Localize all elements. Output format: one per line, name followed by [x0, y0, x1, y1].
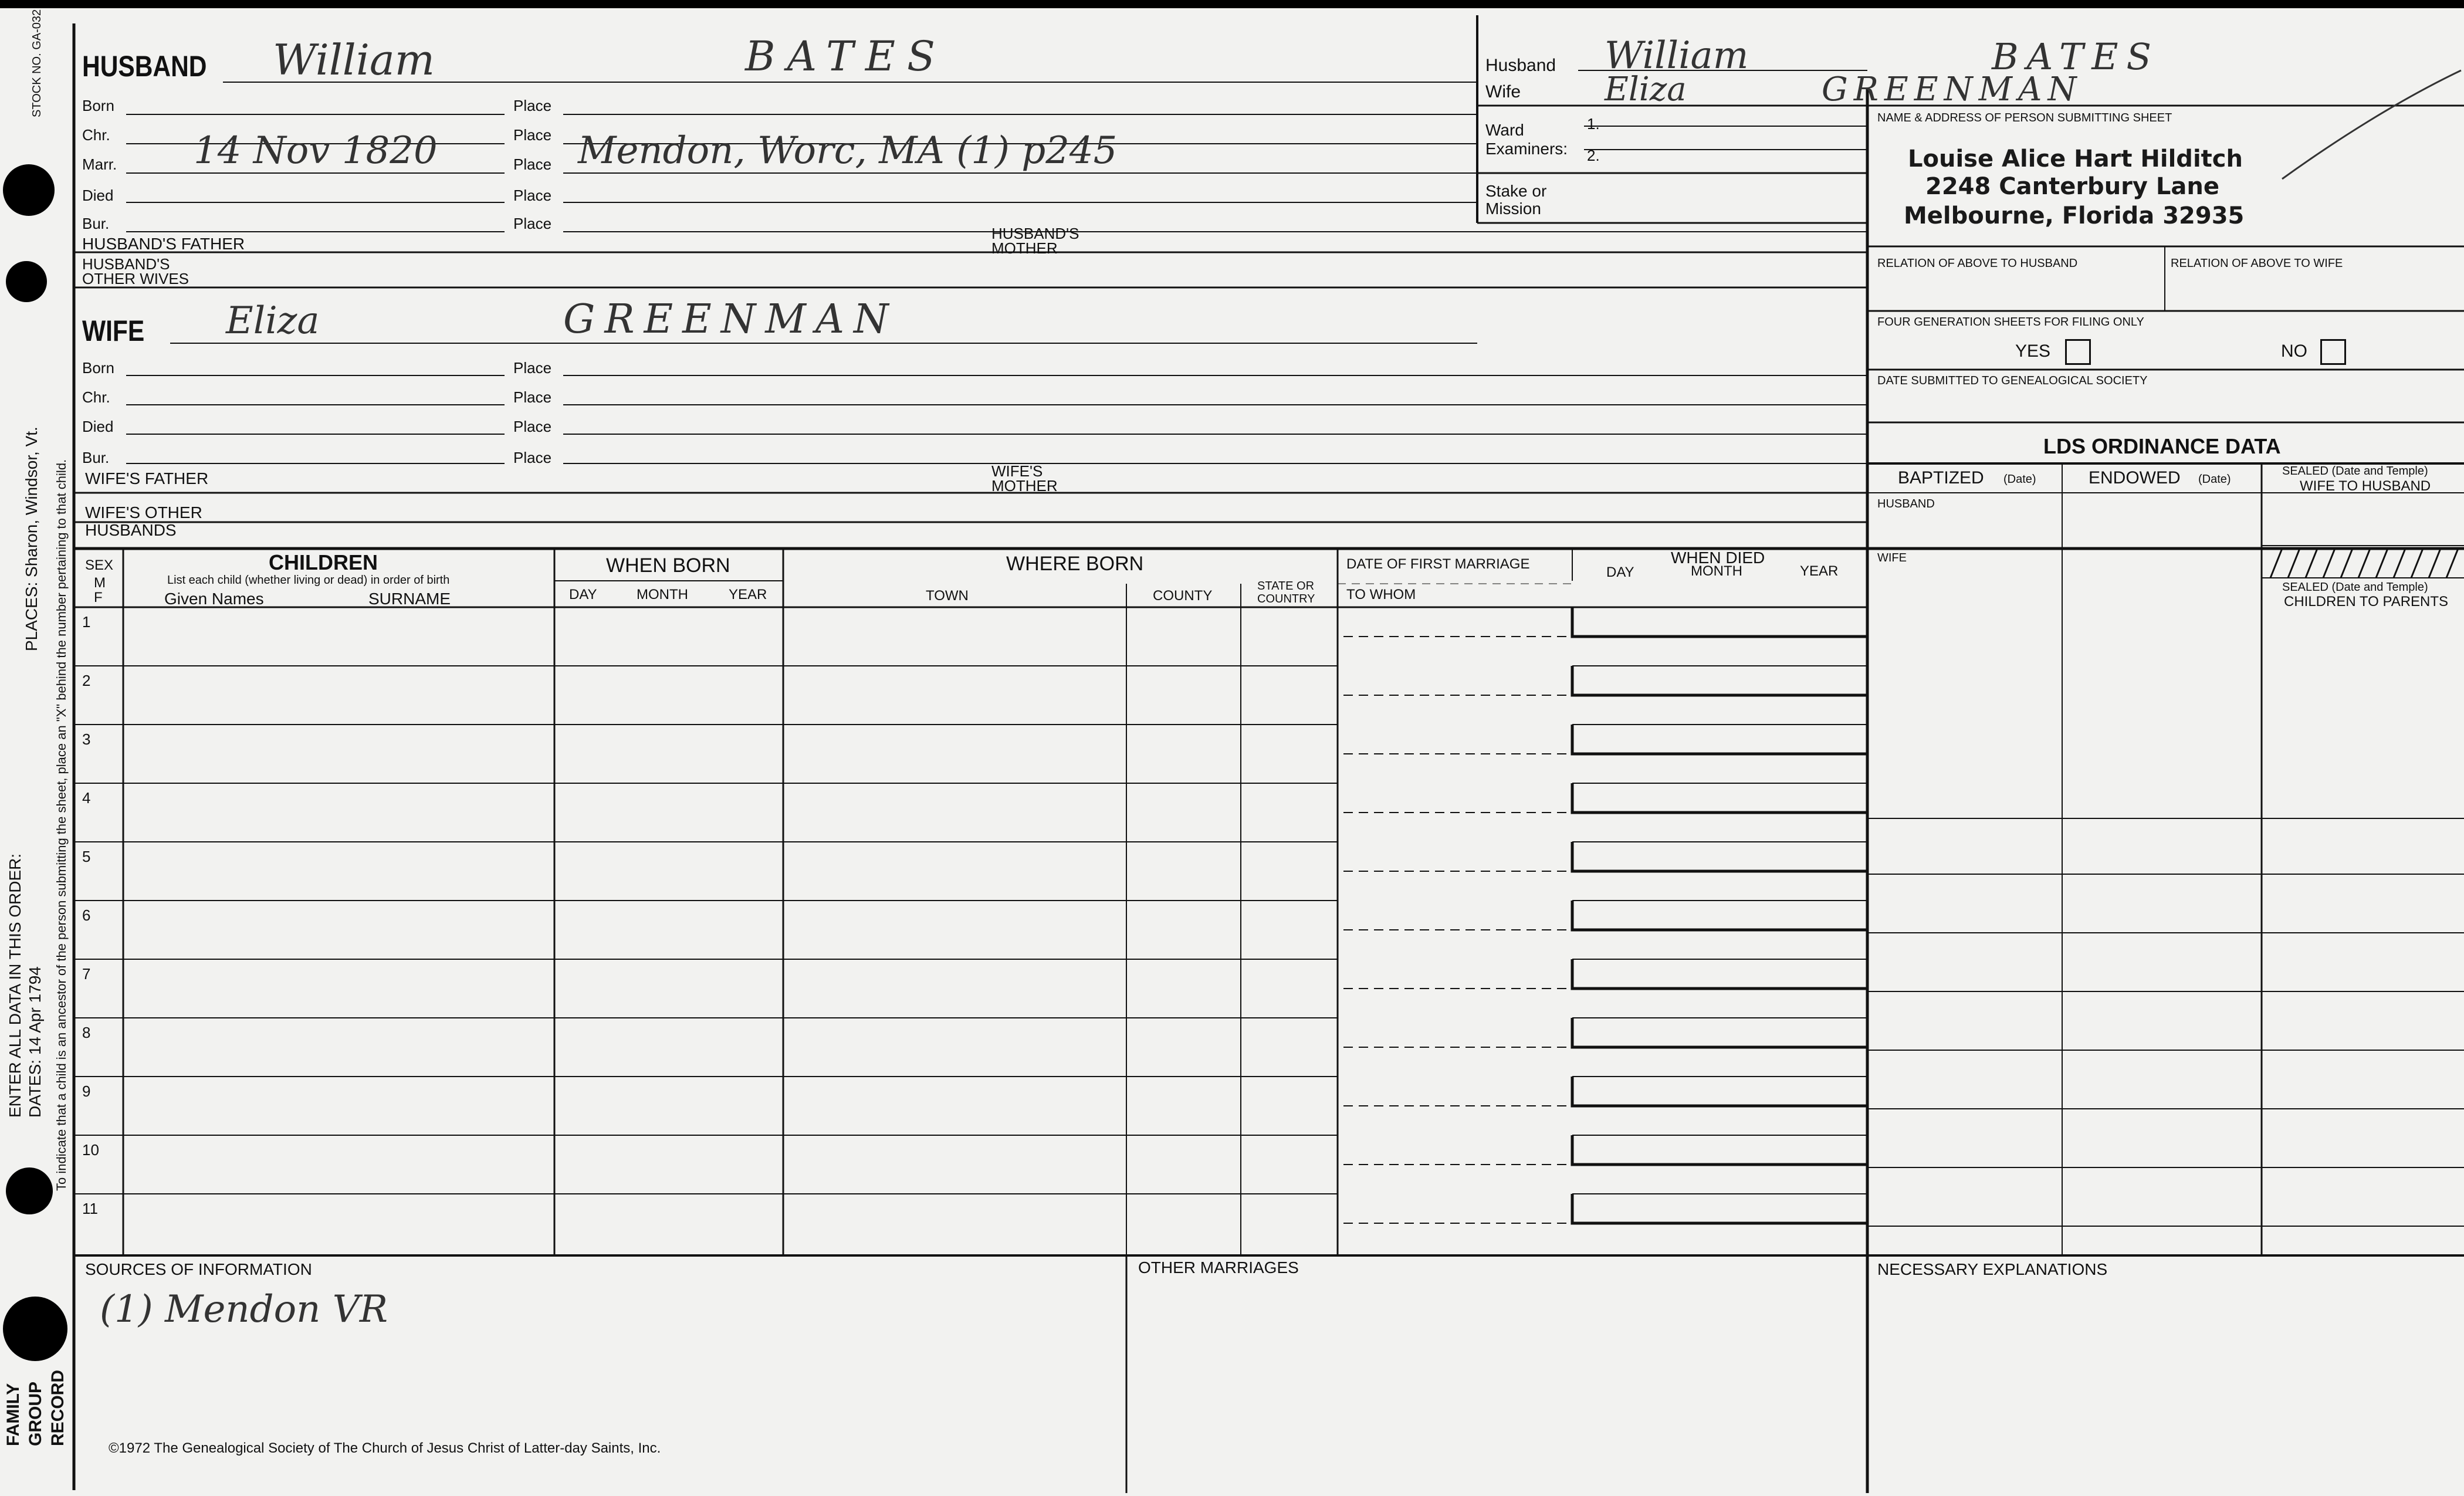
where-born-header: WHERE BORN: [1006, 553, 1144, 575]
wife-other-husbands-2: HUSBANDS: [85, 521, 177, 539]
other-marriages-label: OTHER MARRIAGES: [1138, 1258, 1299, 1277]
husband-born-label: Born: [82, 97, 114, 114]
husband-given-name[interactable]: William: [273, 35, 435, 84]
husband-marr-place-label: Place: [513, 155, 552, 173]
died-year-header: YEAR: [1800, 563, 1839, 579]
ancestor-note: To indicate that a child is an ancestor of the person submitting the sheet, place an "X" behind the number pertaining to that child.: [54, 459, 69, 1191]
form-title-family: FAMILY: [4, 1383, 23, 1446]
hdr-wife-label: Wife: [1485, 82, 1521, 101]
sex-label: SEX: [85, 557, 114, 573]
state-header-1: STATE OR: [1257, 580, 1315, 593]
children-subtitle: List each child (whether living or dead) in order of birth: [167, 574, 450, 587]
hdr-husband-given[interactable]: William: [1605, 34, 1749, 77]
relation-husband: RELATION OF ABOVE TO HUSBAND: [1877, 257, 2078, 270]
lds-title: LDS ORDINANCE DATA: [2043, 434, 2281, 458]
child-row-number: 4: [82, 789, 91, 807]
baptized-date-label: (Date): [2003, 473, 2036, 486]
died-month-header: MONTH: [1691, 563, 1742, 579]
husband-bur-label: Bur.: [82, 215, 110, 232]
husband-died-place-label: Place: [513, 187, 552, 204]
husband-marr-label: Marr.: [82, 155, 117, 173]
baptized-label: BAPTIZED: [1898, 468, 1984, 488]
examiner-1: 1.: [1587, 115, 1600, 133]
sealed-wife-label-2: WIFE TO HUSBAND: [2300, 478, 2431, 494]
child-row-number: 6: [82, 906, 91, 924]
ward-label-1: Ward: [1485, 121, 1524, 139]
wife-given-name[interactable]: Eliza: [226, 299, 320, 343]
relation-wife: RELATION OF ABOVE TO WIFE: [2171, 257, 2343, 270]
surname-header: SURNAME: [368, 590, 451, 608]
husband-label: HUSBAND: [82, 50, 207, 83]
husband-marr-date[interactable]: 14 Nov 1820: [194, 129, 438, 172]
wife-born-label: Born: [82, 359, 114, 377]
died-day-header: DAY: [1606, 564, 1634, 580]
husband-mother-label-2: MOTHER: [991, 239, 1058, 257]
sealed-children-label-1: SEALED (Date and Temple): [2282, 581, 2428, 594]
wife-mother-label-1: WIFE'S: [991, 462, 1043, 480]
lds-husband-label: HUSBAND: [1877, 497, 1935, 510]
copyright: ©1972 The Genealogical Society of The Church of Jesus Christ of Latter-day Saints, Inc.: [109, 1440, 661, 1456]
town-header: TOWN: [926, 588, 969, 604]
places-instruction: PLACES: Sharon, Windsor, Vt.: [22, 427, 40, 651]
hdr-husband-label: Husband: [1485, 56, 1556, 75]
born-day-header: DAY: [569, 587, 597, 603]
sealed-children-label-2: CHILDREN TO PARENTS: [2284, 594, 2449, 610]
no-label: NO: [2281, 341, 2307, 361]
enter-order-line2: DATES: 14 Apr 1794: [26, 966, 44, 1118]
wife-died-place-label: Place: [513, 418, 552, 435]
child-row-number: 5: [82, 848, 91, 865]
husband-surname[interactable]: BATES: [745, 32, 947, 80]
wife-born-place-label: Place: [513, 359, 552, 377]
child-row-number: 7: [82, 965, 91, 983]
wife-chr-place-label: Place: [513, 388, 552, 406]
hdr-husband-surname[interactable]: BATES: [1992, 35, 2160, 78]
husband-chr-place-label: Place: [513, 126, 552, 144]
child-row-number: 11: [82, 1200, 98, 1217]
hdr-wife-given[interactable]: Eliza: [1605, 70, 1687, 109]
stake-label-2: Mission: [1485, 199, 1541, 218]
wife-father-label: WIFE'S FATHER: [85, 469, 209, 488]
husband-born-place-label: Place: [513, 97, 552, 114]
child-row-number: 2: [82, 672, 91, 689]
child-row-number: 1: [82, 613, 91, 631]
submitter-name: Louise Alice Hart Hilditch: [1908, 145, 2243, 172]
wife-surname[interactable]: GREENMAN: [563, 296, 898, 343]
submitter-street: 2248 Canterbury Lane: [1925, 173, 2219, 200]
sources-label: SOURCES OF INFORMATION: [85, 1260, 312, 1278]
necessary-explanations-label: NECESSARY EXPLANATIONS: [1877, 1260, 2108, 1278]
born-year-header: YEAR: [729, 587, 767, 603]
children-title: CHILDREN: [269, 550, 378, 574]
child-row-number: 9: [82, 1082, 91, 1100]
first-marriage-header: DATE OF FIRST MARRIAGE: [1346, 556, 1530, 572]
wife-chr-label: Chr.: [82, 388, 110, 406]
sealed-wife-label-1: SEALED (Date and Temple): [2282, 465, 2428, 478]
stock-number: STOCK NO. GA-032: [31, 9, 43, 117]
husband-marr-place[interactable]: Mendon, Worc, MA (1) p245: [578, 129, 1118, 172]
form-title-group: GROUP: [26, 1381, 45, 1446]
yes-label: YES: [2015, 341, 2051, 361]
endowed-date-label: (Date): [2198, 473, 2231, 486]
wife-other-husbands-1: WIFE'S OTHER: [85, 503, 202, 522]
hdr-wife-surname[interactable]: GREENMAN: [1822, 70, 2083, 109]
child-row-number: 10: [82, 1141, 99, 1159]
husband-other-wives-2: OTHER WIVES: [82, 270, 189, 287]
to-whom-header: TO WHOM: [1346, 587, 1416, 603]
four-gen-label: FOUR GENERATION SHEETS FOR FILING ONLY: [1877, 316, 2144, 329]
date-submitted-label: DATE SUBMITTED TO GENEALOGICAL SOCIETY: [1877, 374, 2148, 387]
husband-other-wives-1: HUSBAND'S: [82, 255, 170, 273]
wife-bur-place-label: Place: [513, 449, 552, 466]
ward-label-2: Examiners:: [1485, 140, 1568, 158]
when-died-header: WHEN DIED: [1671, 549, 1765, 567]
sources-value[interactable]: (1) Mendon VR: [100, 1288, 388, 1331]
yes-checkbox[interactable]: [2065, 339, 2091, 365]
endowed-label: ENDOWED: [2089, 468, 2181, 488]
husband-died-label: Died: [82, 187, 114, 204]
child-row-number: 8: [82, 1024, 91, 1041]
county-header: COUNTY: [1153, 588, 1213, 604]
wife-label: WIFE: [82, 314, 145, 347]
wife-mother-label-2: MOTHER: [991, 477, 1058, 495]
submitter-heading: NAME & ADDRESS OF PERSON SUBMITTING SHEET: [1877, 111, 2172, 124]
wife-died-label: Died: [82, 418, 114, 435]
state-header-2: COUNTRY: [1257, 593, 1315, 605]
stake-label-1: Stake or: [1485, 182, 1547, 200]
child-row-number: 3: [82, 730, 91, 748]
enter-order-line1: ENTER ALL DATA IN THIS ORDER:: [6, 853, 24, 1118]
lds-wife-label: WIFE: [1877, 551, 1907, 564]
when-born-header: WHEN BORN: [606, 554, 730, 577]
husband-bur-place-label: Place: [513, 215, 552, 232]
no-checkbox[interactable]: [2320, 339, 2346, 365]
given-names-header: Given Names: [164, 590, 264, 608]
sex-f: F: [94, 590, 103, 605]
form-title-record: RECORD: [48, 1369, 67, 1446]
born-month-header: MONTH: [637, 587, 688, 603]
examiner-2: 2.: [1587, 147, 1600, 164]
sex-m: M: [94, 575, 106, 591]
husband-chr-label: Chr.: [82, 126, 110, 144]
submitter-city: Melbourne, Florida 32935: [1904, 202, 2245, 229]
husband-mother-label-1: HUSBAND'S: [991, 225, 1079, 242]
wife-bur-label: Bur.: [82, 449, 110, 466]
husband-father-label: HUSBAND'S FATHER: [82, 235, 245, 253]
